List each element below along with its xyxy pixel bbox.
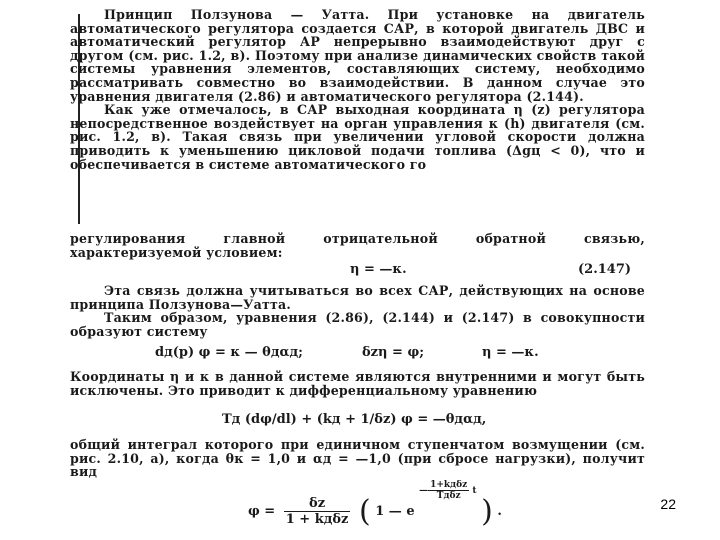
solution-coefficient xyxy=(284,496,351,527)
text-block-system xyxy=(70,284,645,338)
paragraph-polzunov-watt: Принцип Ползунова — Уатта. При установке на двигатель автоматического регулятора создается САР, в которой двигатель ДВС и автоматический регулятор АР непрерывно взаимодействуют друг с другом (см. рис. 1.2, в). Поэтому при анализе динамических свойств такой системы уравнения элементов, составляющих систему, необходимо рассматривать совместно во взаимодействии. В данном случае это уравнения двигателя (2.86) и автоматического регулятора (2.144). xyxy=(70,7,645,104)
text-block-integral xyxy=(70,438,645,479)
solution-lhs: φ = xyxy=(248,504,276,519)
scanned-page xyxy=(70,0,645,540)
solution-numerator: δz xyxy=(284,496,351,512)
paragraph-feedback: Как уже отмечалось, в САР выходная координата η (z) регулятора непосредственное воздействует на орган управления κ (h) двигателя (см. рис. 1.2, в). Такая связь при увеличении угловой скорости должна приводить к уменьшению цикловой подачи топлива (Δgц < 0), что и обеспечивается в системе автоматического го xyxy=(70,102,645,172)
paragraph-integral: общий интеграл которого при единичном ступенчатом возмущении (см. рис. 2.10, а), когда θк = 1,0 и αд = —1,0 (при сбросе нагрузки), получит вид xyxy=(70,437,645,480)
exponent-t: t xyxy=(472,486,477,496)
right-paren: ) xyxy=(481,494,493,529)
exponent: — $\frac{\text{1+kдδz}}{\text{Tдδz}}$ t xyxy=(419,480,477,501)
system-equation-c: η = —κ. xyxy=(482,345,539,360)
solution-equation xyxy=(248,480,502,529)
system-equation-b: δzη = φ; xyxy=(362,345,425,360)
exponent-denominator: Tдδz xyxy=(436,491,461,501)
differential-equation: Tд (dφ/dl) + (kд + 1/δz) φ = —θдαд, xyxy=(222,412,487,427)
paragraph-thus: Таким образом, уравнения (2.86), (2.144) и (2.147) в совокупности образуют систему xyxy=(70,310,645,339)
exponent-fraction xyxy=(428,480,469,501)
solution-end: . xyxy=(497,504,502,519)
equation-number-2-147: (2.147) xyxy=(578,262,632,277)
system-equation-a: dд(p) φ = κ — θдαд; xyxy=(155,345,303,360)
left-paren: ( xyxy=(358,494,371,529)
text-block-coordinates xyxy=(70,370,645,397)
exponent-numerator: 1+kдδz xyxy=(430,480,468,490)
paragraph-coordinates: Координаты η и κ в данной системе являются внутренними и могут быть исключены. Это приводит к дифференциальному уравнению xyxy=(70,369,645,398)
paragraph-accounting: Эта связь должна учитываться во всех САР, действующих на основе принципа Ползунова—Уатта. xyxy=(70,283,645,312)
text-block-top xyxy=(70,8,645,171)
text-block-middle xyxy=(70,232,645,259)
page-number: 22 xyxy=(660,496,676,512)
paragraph-condition: регулирования главной отрицательной обратной связью, характеризуемой условием: xyxy=(70,231,645,260)
equation-2-147: η = —κ. xyxy=(350,262,407,277)
solution-middle: 1 — e xyxy=(375,504,415,519)
solution-denominator: 1 + kдδz xyxy=(285,512,349,527)
